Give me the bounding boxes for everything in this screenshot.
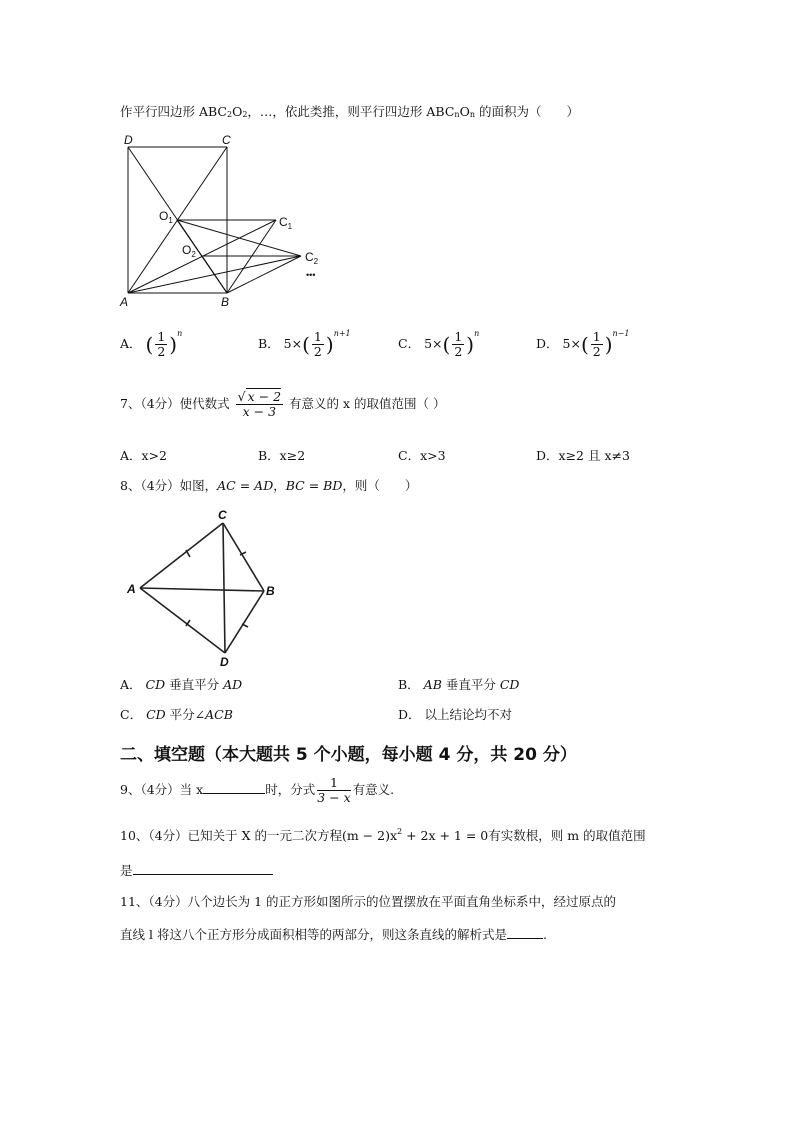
q8-option-a: A． CD 垂直平分 AD xyxy=(120,677,243,692)
answer-blank[interactable] xyxy=(133,862,273,875)
q6-option-b: B． 5×( $\frac{1}{2}$ )$^{n+1}$ xyxy=(258,329,351,359)
segment-CD xyxy=(223,523,225,653)
label-C: C xyxy=(218,508,227,522)
label-C1: $C_1$ xyxy=(279,215,293,231)
q7-option-d: D．x≥2 且 x≠3 xyxy=(536,448,630,463)
option-coef: 5× xyxy=(283,336,303,351)
label-D: D xyxy=(124,133,133,147)
q7-stem xyxy=(120,390,446,419)
label-B: B xyxy=(221,295,230,309)
q6-sub: n xyxy=(454,110,460,119)
exponent: n xyxy=(474,329,480,338)
diagonal-O2B xyxy=(202,256,227,293)
q6-option-d: D． 5×( $\frac{1}{2}$ )$^{n-1}$ xyxy=(536,329,630,359)
answer-blank[interactable] xyxy=(203,781,265,794)
q10-exponent: 2 xyxy=(397,827,403,836)
fraction: $\frac{1}{2}$ xyxy=(313,329,322,359)
label-B: B xyxy=(266,584,275,598)
q10-stem-pre: 10、（4分）已知关于 X 的一元二次方程 xyxy=(120,828,342,843)
q10-equation: (m − 2)x xyxy=(341,828,397,843)
label-A: A xyxy=(120,295,129,309)
option-coef: 5× xyxy=(562,336,581,351)
section-heading: 二、填空题（本大题共 5 个小题，每小题 4 分，共 20 分） xyxy=(120,745,577,765)
q8-option-d: D． 以上结论均不对 xyxy=(398,707,513,722)
q11-line2 xyxy=(120,926,547,943)
label-C: C xyxy=(222,133,231,147)
q9-stem xyxy=(120,776,394,805)
label-dots: ••• xyxy=(306,270,316,280)
q8-condition: BC = BD xyxy=(285,478,343,493)
q8-condition: AC = AD xyxy=(217,478,274,493)
q8-stem-pre: 8、（4分）如图， xyxy=(120,478,218,493)
exponent: n xyxy=(177,329,183,338)
fraction: $\frac{1}{2}$ xyxy=(157,329,166,359)
segment-AB xyxy=(140,588,264,591)
fraction: $\frac{1}{2}$ xyxy=(592,329,601,359)
edge-C2B xyxy=(227,256,301,293)
q9-stem-pre: 9、（4分）当 x xyxy=(120,782,204,797)
q10-equation: + 2x + 1 = 0 xyxy=(402,828,489,843)
edge-AC xyxy=(140,523,223,588)
q6-option-c: C． 5×( $\frac{1}{2}$ )$^n$ xyxy=(398,329,480,359)
q6-sub: n xyxy=(469,110,475,119)
q7-radicand: x − 2 xyxy=(247,389,282,404)
exponent: n+1 xyxy=(333,329,351,338)
q6-sub: 2 xyxy=(242,110,248,119)
option-coef: 5× xyxy=(424,336,443,351)
q6-sub: 2 xyxy=(226,110,233,119)
edge-DA xyxy=(140,588,225,653)
q7-stem-pre: 7、（4分）使代数式 xyxy=(120,396,230,411)
q8-stem-post: ，则（ ） xyxy=(342,478,418,493)
q6-parallelogram-figure xyxy=(115,130,335,310)
q9-stem-post: 有意义. xyxy=(352,782,395,797)
q8-kite-figure xyxy=(120,505,280,670)
label-A: A xyxy=(127,582,136,596)
q6-stem-pre: 作平行四边形 ABC xyxy=(120,104,227,119)
label-C2: $C_2$ xyxy=(305,250,319,266)
option-letter: C． xyxy=(398,336,421,351)
answer-blank[interactable] xyxy=(507,926,543,939)
label-O1: $O_1$ xyxy=(159,209,173,225)
q8-option-c: C． CD 平分∠ACB xyxy=(120,707,233,722)
q10-line2 xyxy=(120,862,273,879)
q6-stem-o: O xyxy=(459,104,470,119)
option-letter: B． xyxy=(258,336,280,351)
q8-stem xyxy=(120,478,417,494)
edge-CB xyxy=(223,523,264,591)
q11-line2-post: . xyxy=(542,927,547,942)
q7-fraction: $\frac{√ x - 2}{x - 3}$ xyxy=(237,389,282,419)
q11-line2-text: 直线 l 将这八个正方形分成面积相等的两部分，则这条直线的解析式是 xyxy=(120,927,507,942)
q8-option-b: B． AB 垂直平分 CD xyxy=(398,677,520,692)
label-D: D xyxy=(220,655,229,669)
fraction: $\frac{1}{2}$ xyxy=(454,329,463,359)
q7-stem-post: 有意义的 x 的取值范围（ ） xyxy=(289,396,446,411)
q6-stem-o: O xyxy=(232,104,243,119)
edge-BD xyxy=(225,591,264,653)
q8-sep: ， xyxy=(273,478,286,493)
label-O2: $O_2$ xyxy=(182,243,196,259)
q6-stem-post: 的面积为（ ） xyxy=(474,104,579,119)
q9-stem-mid: 时，分式 xyxy=(265,782,316,797)
exponent: n−1 xyxy=(612,329,630,338)
q10-stem xyxy=(120,828,646,844)
q6-stem-mid: ，…，依此类推，则平行四边形 ABC xyxy=(247,104,455,119)
q10-line2-text: 是 xyxy=(120,863,133,878)
q7-option-a: A．x>2 xyxy=(120,448,168,463)
q6-option-a: A． ( $\frac{1}{2}$ )$^n$ xyxy=(120,329,183,359)
option-letter: D． xyxy=(536,336,559,351)
q10-stem-post: 有实数根，则 m 的取值范围 xyxy=(488,828,646,843)
q6-stem xyxy=(120,104,579,120)
q7-option-c: C．x>3 xyxy=(398,448,446,463)
q9-fraction: $\frac{1}{3 - x}$ xyxy=(317,775,351,805)
q7-option-b: B．x≥2 xyxy=(258,448,306,463)
q7-denominator: x − 3 xyxy=(242,404,277,419)
q11-line1: 11、（4分）八个边长为 1 的正方形如图所示的位置摆放在平面直角坐标系中，经过原点的 xyxy=(120,894,617,909)
option-letter: A． xyxy=(120,336,142,351)
